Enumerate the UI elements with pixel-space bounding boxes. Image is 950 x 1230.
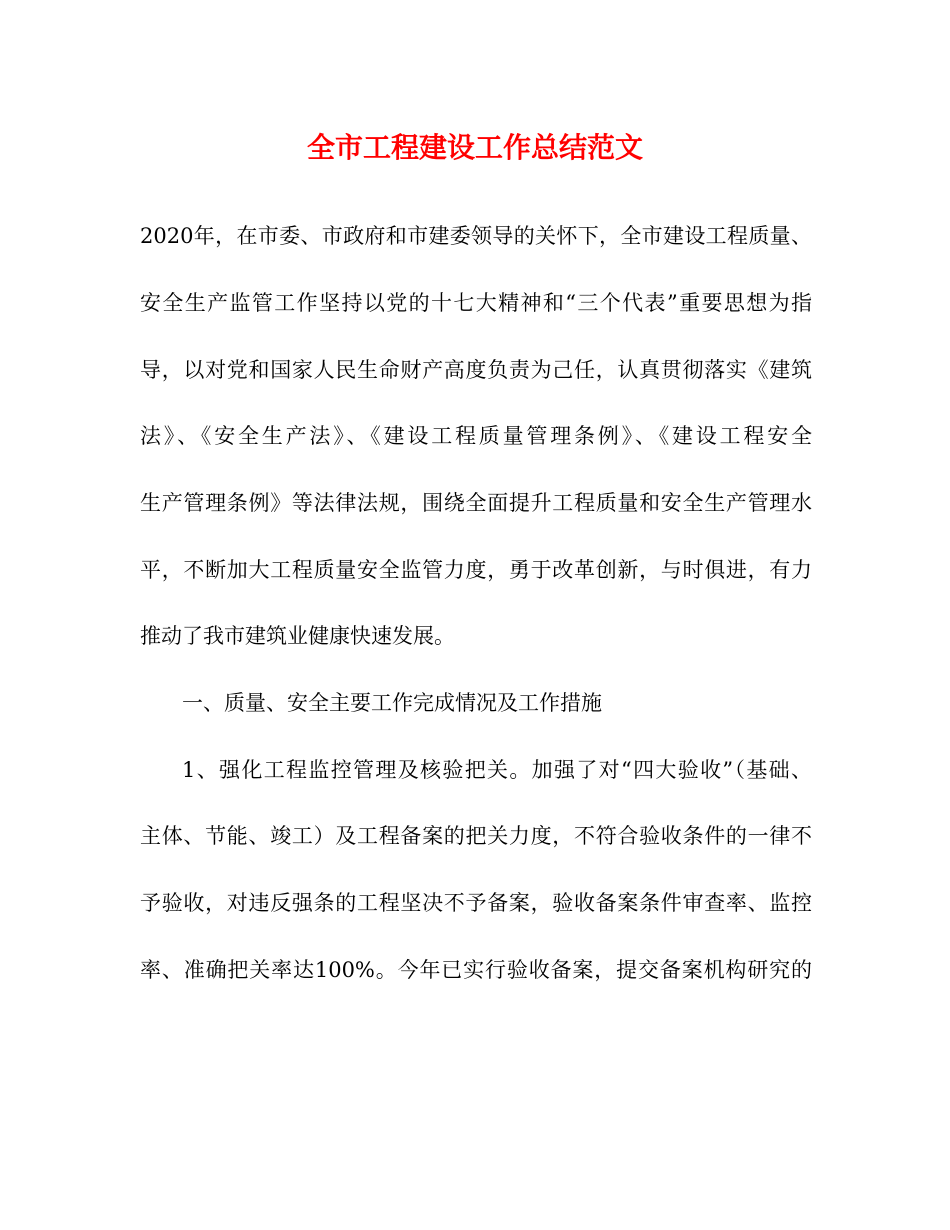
document-title: 全市工程建设工作总结范文 (306, 131, 643, 164)
paragraph-line: 1、强化工程监控管理及核验把关。加强了对“四大验收”（基础、 (182, 758, 812, 782)
paragraph-line: 予验收，对违反强条的工程坚决不予备案，验收备案条件审查率、监控 (140, 891, 812, 915)
paragraph-line: 率、准确把关率达100%。今年已实行验收备案，提交备案机构研究的 (140, 958, 812, 982)
section-heading: 一、质量、安全主要工作完成情况及工作措施 (182, 691, 602, 715)
paragraph-line: 安全生产监管工作坚持以党的十七大精神和“三个代表”重要思想为指 (140, 291, 812, 315)
paragraph-line: 法》、《安全生产法》、《建设工程质量管理条例》、《建设工程安全 (140, 424, 812, 448)
paragraph-line: 平，不断加大工程质量安全监管力度，勇于改革创新，与时俱进，有力 (140, 558, 812, 582)
paragraph-line: 导，以对党和国家人民生命财产高度负责为己任，认真贯彻落实《建筑 (140, 358, 812, 382)
paragraph-line: 2020年，在市委、市政府和市建委领导的关怀下，全市建设工程质量、 (140, 224, 812, 248)
paragraph-line: 生产管理条例》等法律法规，围绕全面提升工程质量和安全生产管理水 (140, 491, 812, 515)
paragraph-line: 主体、节能、竣工）及工程备案的把关力度，不符合验收条件的一律不 (140, 824, 812, 848)
paragraph-line: 推动了我市建筑业健康快速发展。 (140, 624, 455, 648)
